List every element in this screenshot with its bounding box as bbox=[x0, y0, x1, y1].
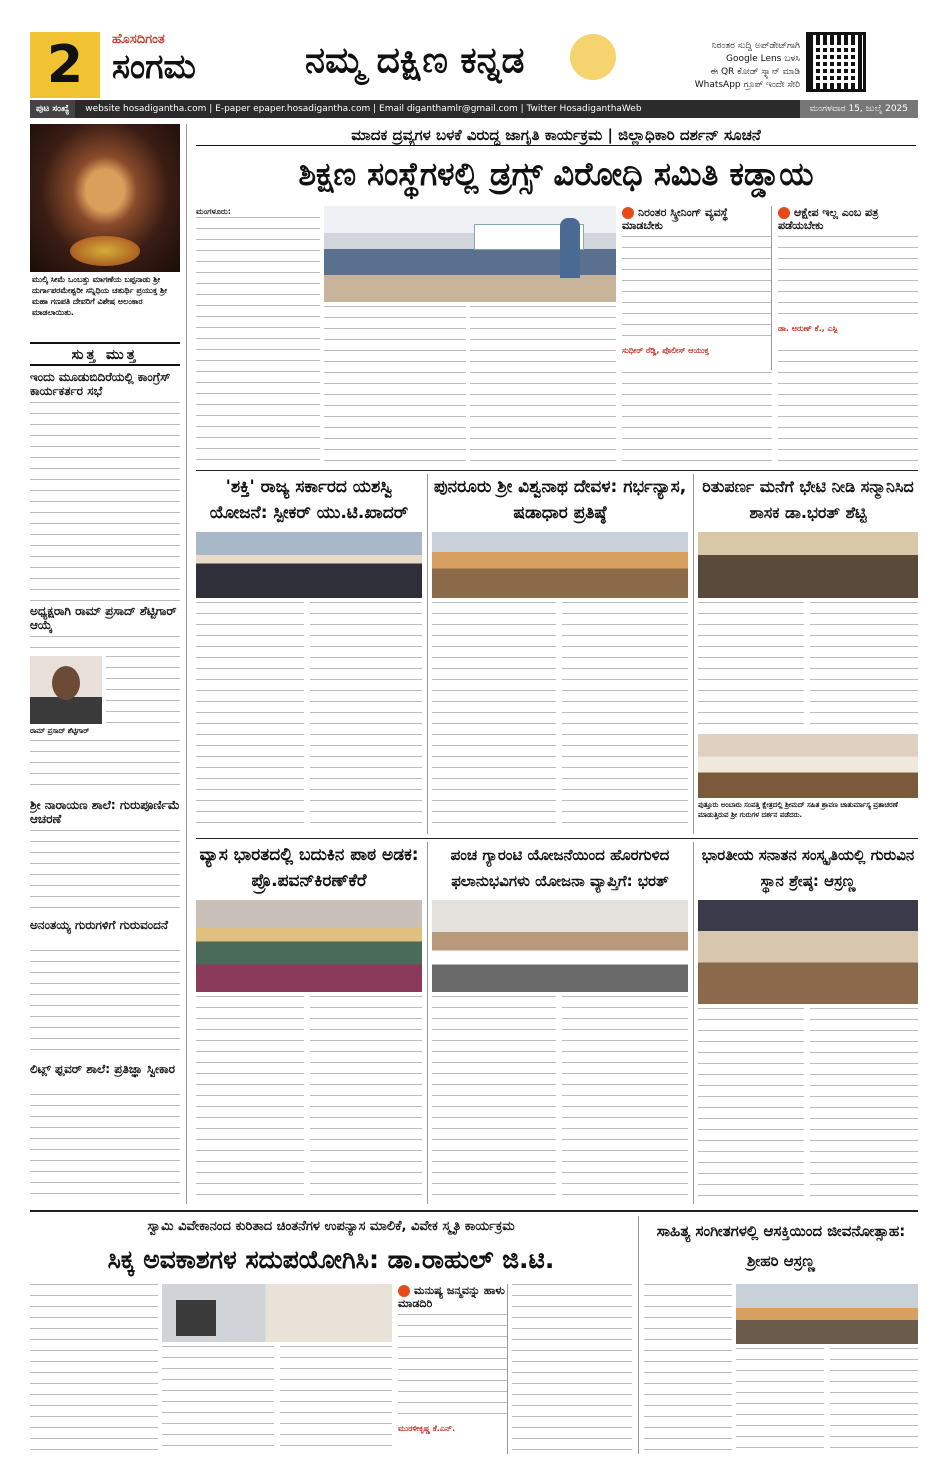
bottom-right-headline: ಸಾಹಿತ್ಯ ಸಂಗೀತಗಳಲ್ಲಿ ಆಸಕ್ತಿಯಿಂದ ಜೀವನೋತ್ಸಾಹ: ಶ್ರೀಹರಿ ಆಸ್ರಣ್ಣ bbox=[656, 1222, 906, 1270]
lead-body bbox=[196, 206, 320, 466]
sidebar-item-head: ಶ್ರೀ ನಾರಾಯಣ ಶಾಲೆ: ಗುರುಪೂರ್ಣಿಮೆ ಆಚರಣೆ bbox=[30, 798, 180, 826]
quote-head bbox=[622, 206, 771, 232]
portrait-photo bbox=[30, 656, 102, 724]
ganesha-caption: ಮುಲ್ಕಿ ಸೀಮೆ ಒಂಬತ್ತು ಮಾಗಣೆಯ ಬಪ್ಪನಾಡು ಶ್ರೀ ದುರ್ಗಾಪರಮೇಶ್ವರೀ ಸನ್ನಿಧಿಯ ಚತುರ್ಥಿ ಪ್ರಯುಕ್ತ ಶ್ರೀ ಮಹಾ ಗಣಪತಿ ದೇವರಿಗೆ ವಿಶೇಷ ಅಲಂಕಾರ ಮಾಡಲಾಯಿತು. bbox=[32, 275, 168, 317]
quote-author: ಸುಧೀರ್ ರೆಡ್ಡಿ, ಪೊಲೀಸ್ ಆಯುಕ್ತ bbox=[622, 346, 709, 355]
quote-head bbox=[398, 1284, 507, 1310]
story-photo bbox=[432, 532, 688, 598]
sidebar-item-body bbox=[30, 740, 180, 794]
bottom-body bbox=[30, 1284, 158, 1454]
sidebar-item-head: ಇಂದು ಮೂಡುಬಿದಿರೆಯಲ್ಲಿ ಕಾಂಗ್ರೆಸ್ ಕಾರ್ಯಕರ್ತರ ಸಭೆ bbox=[30, 370, 171, 398]
story-body bbox=[698, 602, 804, 730]
column-divider bbox=[427, 842, 428, 1204]
story-body bbox=[196, 996, 304, 1202]
story-body bbox=[310, 602, 422, 828]
sidebar-item-body bbox=[30, 1094, 180, 1202]
bottom-body bbox=[280, 1346, 392, 1454]
column-divider bbox=[693, 474, 694, 834]
column-divider bbox=[427, 474, 428, 834]
column-divider bbox=[693, 842, 694, 1204]
sidebar-item-head: ಅನಂತಯ್ಯ ಗುರುಗಳಿಗೆ ಗುರುವಂದನೆ bbox=[30, 918, 168, 932]
bottom-body bbox=[830, 1348, 918, 1454]
quote-box bbox=[398, 1284, 508, 1454]
qr-code-icon[interactable] bbox=[806, 32, 866, 92]
story-headline: ರಿತುಪರ್ಣ ಮನೆಗೆ ಭೇಟಿ ನೀಡಿ ಸನ್ಮಾನಿಸಿದ ಶಾಸಕ ಡಾ.ಭರತ್ ಶೆಟ್ಟಿ bbox=[702, 477, 914, 522]
quote-body bbox=[622, 236, 771, 346]
section-rule bbox=[30, 1210, 918, 1212]
quote-author: ಡಾ. ಅರುಣ್ ಕೆ., ಎಸ್ಪಿ bbox=[778, 324, 838, 333]
sidebar-item-body bbox=[106, 656, 180, 724]
story-body bbox=[810, 1008, 918, 1202]
quote-body bbox=[778, 236, 918, 324]
lead-headline: ಶಿಕ್ಷಣ ಸಂಸ್ಥೆಗಳಲ್ಲಿ ಡ್ರಗ್ಸ್ ವಿರೋಧಿ ಸಮಿತಿ ಕಡ್ಡಾಯ bbox=[298, 155, 814, 193]
sidebar-item-head: ಲಿಟ್ಲ್ ಫ್ಲವರ್ ಶಾಲೆ: ಪ್ರತಿಜ್ಞಾ ಸ್ವೀಕಾರ bbox=[30, 1062, 175, 1076]
bottom-photo bbox=[162, 1284, 392, 1342]
story-photo bbox=[698, 532, 918, 598]
story-body bbox=[810, 602, 918, 730]
quote-icon bbox=[778, 207, 790, 219]
issue-date: ಮಂಗಳವಾರ 15, ಜುಲೈ 2025 bbox=[800, 100, 918, 118]
story-headline: ವ್ಯಾಸ ಭಾರತದಲ್ಲಿ ಬದುಕಿನ ಪಾಠ ಅಡಕ: ಪ್ರೊ.ಪವನ್‌ಕಿರಣ್‌ಕೆರೆ bbox=[199, 845, 419, 891]
story-body bbox=[432, 996, 556, 1202]
info-bar bbox=[30, 100, 918, 118]
qr-line: WhatsApp ಗ್ರೂಪ್ ಇಂದೇ ಸೇರಿ bbox=[694, 80, 800, 90]
column-divider bbox=[186, 124, 187, 1204]
portrait-caption: ರಾಮ್ ಪ್ರಸಾದ್ ಶೆಟ್ಟಿಗಾರ್ bbox=[30, 727, 90, 735]
quote-text: ಆಕ್ಷೇಪ ಇಲ್ಲ ಎಂಬ ಪತ್ರ ಪಡೆಯಬೇಕು bbox=[778, 206, 879, 232]
quote-icon bbox=[398, 1285, 410, 1297]
story-photo bbox=[196, 532, 422, 598]
story-body bbox=[310, 996, 422, 1202]
qr-line: ನಿರಂತರ ಸುದ್ದಿ ಅಪ್‌ಡೇಟ್‌ಗಾಗಿ bbox=[711, 41, 800, 51]
quote-text: ಮನುಷ್ಯ ಜನ್ಮವನ್ನು ಹಾಳು ಮಾಡದಿರಿ bbox=[398, 1284, 505, 1310]
bottom-body bbox=[644, 1284, 732, 1454]
story-photo bbox=[698, 734, 918, 798]
story-headline: ಪಂಚ ಗ್ಯಾರಂಟಿ ಯೋಜನೆಯಿಂದ ಹೊರಗುಳಿದ ಫಲಾನುಭವಿಗಳು ಯೋಜನಾ ವ್ಯಾಪ್ತಿಗೆ: ಭರತ್ bbox=[450, 846, 670, 890]
section-rule bbox=[196, 470, 918, 471]
quote-head bbox=[778, 206, 918, 232]
quote-text: ನಿರಂತರ ಸ್ಕ್ರೀನಿಂಗ್ ವ್ಯವಸ್ಥೆ ಮಾಡಬೇಕು bbox=[622, 206, 729, 232]
brand-small: ಹೊಸದಿಗಂತ bbox=[112, 32, 165, 47]
sidebar-item-body bbox=[30, 402, 180, 602]
story-body bbox=[432, 602, 556, 828]
column-divider bbox=[638, 1216, 639, 1454]
bottom-headline: ಸಿಕ್ಕ ಅವಕಾಶಗಳ ಸದುಪಯೋಗಿಸಿ: ಡಾ.ರಾಹುಲ್ ಜಿ.ಟಿ. bbox=[107, 1245, 555, 1274]
quote-box bbox=[622, 206, 772, 370]
lead-photo bbox=[324, 206, 616, 302]
quote-author: ಮುರಳೀಕೃಷ್ಣ ಕೆ.ಎನ್. bbox=[398, 1424, 456, 1433]
decorative-dot bbox=[570, 34, 616, 80]
lead-body bbox=[470, 306, 616, 466]
ganesha-photo bbox=[30, 124, 180, 272]
lead-body bbox=[324, 306, 466, 466]
photo-caption: ಪುತ್ತೂರು ಅಂಬಾರು ಸಂಪತ್ತಿ ಕ್ಷೇತ್ರದಲ್ಲಿ ಶ್ರೀಮದ್ ಸಹಿತ ಶ್ರಾವಣ ಚಾತುರ್ಮಾಸ್ಯ ವ್ರತಾಚರಣೆ ಮಾಡುತ್ತಿರುವ ಶ್ರೀ ಗುರುಗಳ ದರ್ಶನ ಪಡೆದರು. bbox=[698, 801, 898, 819]
sidebar-item-body bbox=[30, 636, 180, 654]
section-rule bbox=[196, 838, 918, 839]
story-body bbox=[562, 996, 688, 1202]
qr-line: ಈ QR ಕೋಡ್ ಸ್ಕ್ಯಾನ್ ಮಾಡಿ bbox=[710, 67, 800, 77]
bottom-body bbox=[736, 1348, 824, 1454]
lead-body bbox=[622, 372, 772, 466]
quote-body bbox=[398, 1314, 507, 1424]
qr-line: Google Lens ಬಳಸಿ bbox=[725, 54, 800, 64]
bottom-photo bbox=[736, 1284, 918, 1344]
page-number: 2 bbox=[30, 32, 100, 98]
brand-name: ಸಂಗಮ bbox=[112, 47, 196, 87]
lead-body bbox=[778, 350, 918, 466]
bottom-body bbox=[162, 1346, 274, 1454]
story-photo bbox=[432, 900, 688, 992]
sidebar-item-body bbox=[30, 830, 180, 914]
story-headline: ಪುನರೂರು ಶ್ರೀ ವಿಶ್ವನಾಥ ದೇವಳ: ಗರ್ಭನ್ಯಾಸ, ಷಡಾಧಾರ ಪ್ರತಿಷ್ಠೆ bbox=[433, 477, 687, 523]
sidebar-item-head: ಅಧ್ಯಕ್ಷರಾಗಿ ರಾಮ್ ಪ್ರಸಾದ್ ಶೆಟ್ಟಿಗಾರ್ ಆಯ್ಕೆ bbox=[30, 604, 177, 632]
story-body bbox=[196, 602, 304, 828]
page-title: ನಮ್ಮ ದಕ್ಷಿಣ ಕನ್ನಡ bbox=[305, 40, 525, 81]
quote-box bbox=[778, 206, 918, 346]
story-headline: 'ಶಕ್ತಿ' ರಾಜ್ಯ ಸರ್ಕಾರದ ಯಶಸ್ವಿ ಯೋಜನೆ: ಸ್ಪೀಕರ್ ಯು.ಟಿ.ಖಾದರ್ bbox=[209, 477, 409, 523]
brand bbox=[112, 32, 196, 87]
lead-kicker: ಮಾದಕ ದ್ರವ್ಯಗಳ ಬಳಕೆ ವಿರುದ್ಧ ಜಾಗೃತಿ ಕಾರ್ಯಕ್ರಮ | ಜಿಲ್ಲಾಧಿಕಾರಿ ದರ್ಶನ್ ಸೂಚನೆ bbox=[196, 124, 916, 146]
contact-links[interactable]: website hosadigantha.com | E-paper epaper.hosadigantha.com | Email diganthamlr@gmail.com | Twitter HosadiganthaWeb bbox=[85, 104, 642, 114]
story-body bbox=[698, 1008, 804, 1202]
quote-icon bbox=[622, 207, 634, 219]
story-headline: ಭಾರತೀಯ ಸನಾತನ ಸಂಸ್ಕೃತಿಯಲ್ಲಿ ಗುರುವಿನ ಸ್ಥಾನ ಶ್ರೇಷ್ಠ: ಆಸ್ರಣ್ಣ bbox=[701, 846, 915, 890]
masthead bbox=[0, 0, 945, 100]
suttamutta-title bbox=[30, 342, 180, 366]
bottom-kicker: ಸ್ವಾಮಿ ವಿವೇಕಾನಂದ ಕುರಿತಾದ ಚಿಂತನೆಗಳ ಉಪನ್ಯಾಸ ಮಾಲಿಕೆ, ವಿವೇಕ ಸ್ಮೃತಿ ಕಾರ್ಯಕ್ರಮ bbox=[147, 1219, 515, 1234]
story-body bbox=[562, 602, 688, 828]
story-photo bbox=[698, 900, 918, 1004]
story-photo bbox=[196, 900, 422, 992]
bottom-body bbox=[512, 1284, 632, 1454]
section-title: ಸುತ್ತ ಮುತ್ತ bbox=[71, 347, 139, 363]
sidebar-item-body bbox=[30, 950, 180, 1060]
section-label: ಪುಟ ಸಂಖ್ಯೆ bbox=[30, 100, 75, 118]
dateline: ಮಂಗಳೂರು: bbox=[196, 207, 231, 216]
qr-text bbox=[668, 40, 800, 92]
